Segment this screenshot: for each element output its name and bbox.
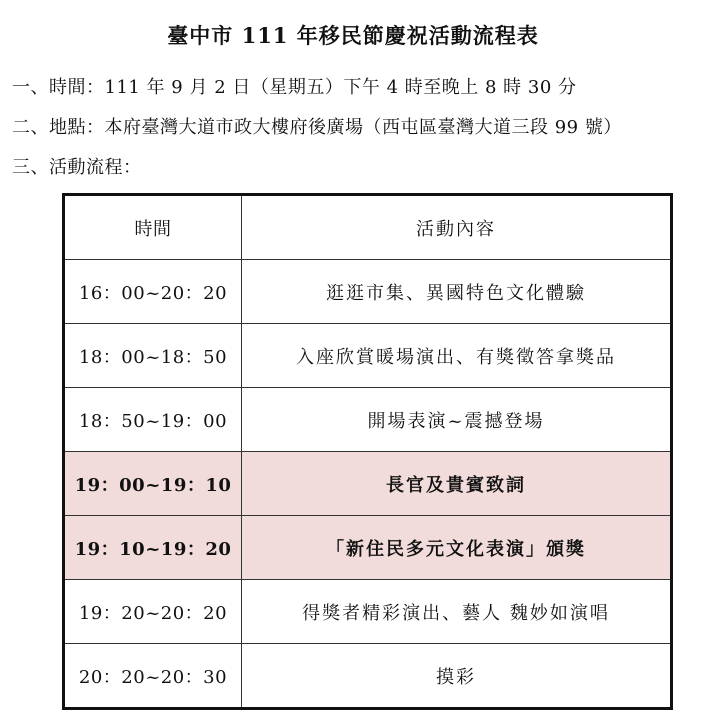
table-row-highlighted <box>64 452 672 516</box>
row-time: 19：00~19：10 <box>64 452 242 516</box>
row-activity: 長官及貴賓致詞 <box>242 452 672 516</box>
row-time: 16：00~20：20 <box>64 260 242 324</box>
row-activity: 入座欣賞暖場演出、有獎徵答拿獎品 <box>242 324 672 388</box>
table-row <box>64 260 672 324</box>
table-row <box>64 580 672 644</box>
row-time: 18：00~18：50 <box>64 324 242 388</box>
document-title: 臺中市 111 年移民節慶祝活動流程表 <box>167 23 539 48</box>
table-row-highlighted <box>64 516 672 580</box>
row-activity: 得獎者精彩演出、藝人 魏妙如演唱 <box>242 580 672 644</box>
row-activity: 「新住民多元文化表演」頒獎 <box>242 516 672 580</box>
event-time-line: 一、時間：111 年 9 月 2 日（星期五）下午 4 時至晚上 8 時 30 分 <box>12 77 577 98</box>
row-activity: 開場表演~震撼登場 <box>242 388 672 452</box>
row-time: 19：10~19：20 <box>64 516 242 580</box>
header-activity: 活動內容 <box>242 195 672 260</box>
table-row <box>64 388 672 452</box>
table-row <box>64 644 672 709</box>
row-activity: 摸彩 <box>242 644 672 709</box>
table-header-row <box>64 195 672 260</box>
row-time: 18：50~19：00 <box>64 388 242 452</box>
row-time: 20：20~20：30 <box>64 644 242 709</box>
header-time: 時間 <box>64 195 242 260</box>
row-activity: 逛逛市集、異國特色文化體驗 <box>242 260 672 324</box>
table-row <box>64 324 672 388</box>
row-time: 19：20~20：20 <box>64 580 242 644</box>
event-location-line: 二、地點：本府臺灣大道市政大樓府後廣場（西屯區臺灣大道三段 99 號） <box>12 117 622 138</box>
event-flow-heading: 三、活動流程： <box>12 157 142 178</box>
schedule-table <box>62 193 673 710</box>
